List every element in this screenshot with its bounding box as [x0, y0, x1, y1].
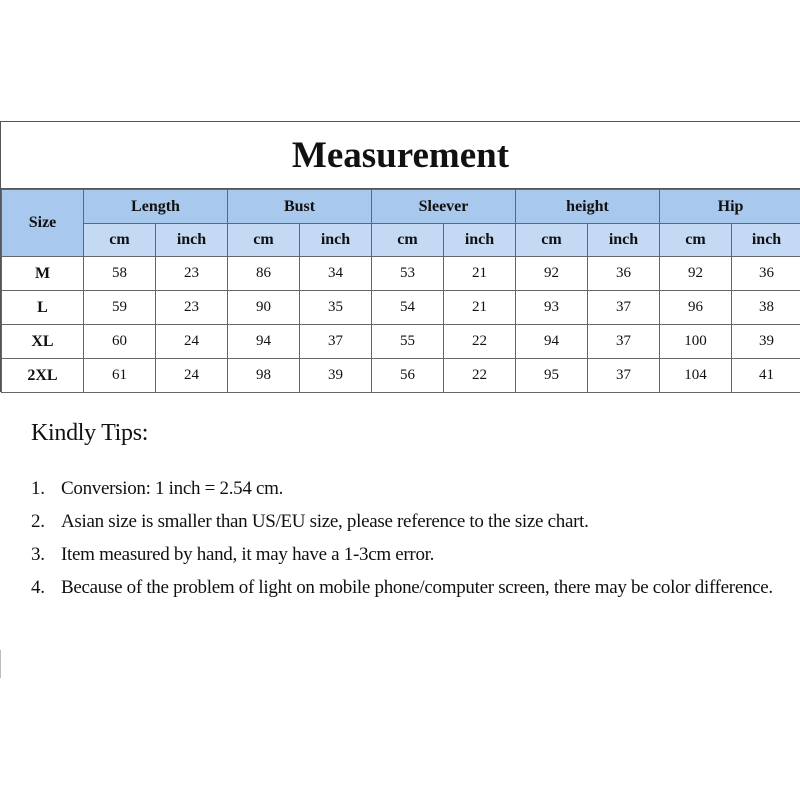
table-cell: 56: [372, 359, 444, 393]
table-cell: 39: [732, 325, 800, 359]
table-cell: 22: [444, 359, 516, 393]
tip-item: [31, 472, 791, 505]
table-cell: 37: [588, 359, 660, 393]
table-cell: 55: [372, 325, 444, 359]
table-cell: 93: [516, 291, 588, 325]
table-row: [2, 359, 800, 393]
table-cell: 92: [660, 257, 732, 291]
table-cell: 37: [588, 325, 660, 359]
tip-text: Item measured by hand, it may have a 1-3cm error.: [61, 544, 435, 565]
table-cell: 100: [660, 325, 732, 359]
table-cell: 23: [156, 291, 228, 325]
size-column-header: Size: [2, 190, 84, 257]
tip-item: [31, 571, 791, 604]
table-row: [2, 325, 800, 359]
tip-number: 2.: [31, 511, 45, 532]
unit-header: cm: [660, 224, 732, 257]
table-cell: 22: [444, 325, 516, 359]
table-cell: 86: [228, 257, 300, 291]
tip-number: 3.: [31, 544, 45, 565]
group-header-length: Length: [84, 190, 228, 224]
table-cell: 37: [300, 325, 372, 359]
group-header-bust: Bust: [228, 190, 372, 224]
tip-item: [31, 505, 791, 538]
table-cell: 59: [84, 291, 156, 325]
table-cell: 61: [84, 359, 156, 393]
table-cell: 37: [588, 291, 660, 325]
size-cell: M: [2, 257, 84, 291]
unit-header: cm: [516, 224, 588, 257]
tip-text: Because of the problem of light on mobile phone/computer screen, there may be color difference.: [61, 577, 773, 598]
group-header-height: height: [516, 190, 660, 224]
tip-text: Conversion: 1 inch = 2.54 cm.: [61, 478, 284, 499]
table-cell: 41: [732, 359, 800, 393]
table-cell: 95: [516, 359, 588, 393]
table-cell: 21: [444, 291, 516, 325]
chart-title: Measurement: [1, 122, 800, 189]
tips-title: Kindly Tips:: [31, 420, 149, 446]
group-header-sleever: Sleever: [372, 190, 516, 224]
table-cell: 21: [444, 257, 516, 291]
tip-item: [31, 538, 791, 571]
table-cell: 24: [156, 359, 228, 393]
table-row: [2, 291, 800, 325]
table-cell: 104: [660, 359, 732, 393]
table-cell: 94: [228, 325, 300, 359]
unit-header: cm: [84, 224, 156, 257]
table-cell: 92: [516, 257, 588, 291]
kindly-tips: [31, 420, 791, 604]
table-cell: 60: [84, 325, 156, 359]
table-cell: 36: [588, 257, 660, 291]
unit-header: cm: [372, 224, 444, 257]
table-cell: 34: [300, 257, 372, 291]
table-cell: 36: [732, 257, 800, 291]
size-cell: 2XL: [2, 359, 84, 393]
table-cell: 98: [228, 359, 300, 393]
tip-number: 1.: [31, 478, 45, 499]
unit-header: inch: [444, 224, 516, 257]
unit-header: inch: [732, 224, 800, 257]
size-cell: L: [2, 291, 84, 325]
tip-text: Asian size is smaller than US/EU size, please reference to the size chart.: [61, 511, 589, 532]
table-cell: 94: [516, 325, 588, 359]
group-header-row: [2, 190, 800, 224]
unit-header-row: [2, 224, 800, 257]
unit-header: inch: [588, 224, 660, 257]
table-cell: 39: [300, 359, 372, 393]
unit-header: inch: [156, 224, 228, 257]
table-cell: 24: [156, 325, 228, 359]
table-cell: 23: [156, 257, 228, 291]
unit-header: inch: [300, 224, 372, 257]
size-chart: [0, 121, 800, 392]
table-cell: 54: [372, 291, 444, 325]
table-cell: 96: [660, 291, 732, 325]
group-header-hip: Hip: [660, 190, 800, 224]
table-cell: 53: [372, 257, 444, 291]
table-cell: 58: [84, 257, 156, 291]
edge-divider: [0, 650, 1, 678]
table-cell: 35: [300, 291, 372, 325]
table-row: [2, 257, 800, 291]
table-cell: 38: [732, 291, 800, 325]
tip-number: 4.: [31, 577, 45, 598]
unit-header: cm: [228, 224, 300, 257]
size-cell: XL: [2, 325, 84, 359]
size-table: [1, 189, 800, 393]
table-cell: 90: [228, 291, 300, 325]
